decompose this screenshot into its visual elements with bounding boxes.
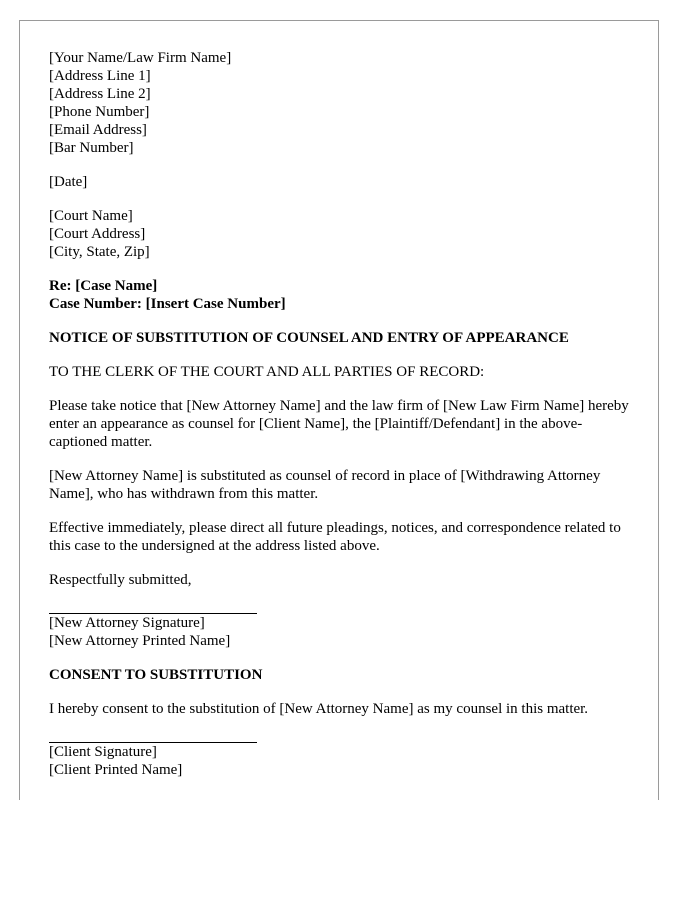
client-printed-name: [Client Printed Name]	[49, 762, 183, 778]
consent-text: I hereby consent to the substitution of [New Attorney Name] as my counsel in this matter.	[49, 701, 589, 717]
addressee-text: TO THE CLERK OF THE COURT AND ALL PARTIES OF RECORD:	[49, 364, 485, 380]
paragraph-appearance: Please take notice that [New Attorney Name] and the law firm of [New Law Firm Name] hereby enter an appearance as counsel for [Client Name], the [Plaintiff/Defendant] in the above-captioned matter.	[49, 398, 629, 450]
court-name: [Court Name]	[49, 208, 133, 224]
sender-address-line-1: [Address Line 1]	[49, 68, 151, 84]
closing-block	[49, 571, 629, 589]
court-city-state-zip: [City, State, Zip]	[49, 244, 150, 260]
client-signature-label: [Client Signature]	[49, 744, 157, 760]
attorney-signature-label: [New Attorney Signature]	[49, 615, 205, 631]
letter-date: [Date]	[49, 174, 88, 190]
court-block	[49, 207, 629, 261]
court-address: [Court Address]	[49, 226, 146, 242]
sender-email: [Email Address]	[49, 122, 147, 138]
sender-phone: [Phone Number]	[49, 104, 150, 120]
addressee-block	[49, 363, 629, 381]
sender-address-line-2: [Address Line 2]	[49, 86, 151, 102]
notice-title-text: NOTICE OF SUBSTITUTION OF COUNSEL AND ENTRY OF APPEARANCE	[49, 330, 569, 346]
sender-bar-number: [Bar Number]	[49, 140, 134, 156]
date-block	[49, 173, 629, 191]
consent-title	[49, 666, 629, 684]
re-block	[49, 277, 629, 313]
sender-name: [Your Name/Law Firm Name]	[49, 50, 232, 66]
re-case-number: Case Number: [Insert Case Number]	[49, 296, 286, 312]
attorney-printed-name: [New Attorney Printed Name]	[49, 633, 231, 649]
document-page	[19, 20, 659, 800]
attorney-signature-block	[49, 614, 629, 650]
closing-text: Respectfully submitted,	[49, 572, 192, 588]
notice-title	[49, 329, 629, 347]
consent-title-text: CONSENT TO SUBSTITUTION	[49, 667, 263, 683]
consent-statement	[49, 700, 629, 718]
paragraph-correspondence: Effective immediately, please direct all future pleadings, notices, and correspondence related to this case to the undersigned at the address listed above.	[49, 520, 621, 554]
sender-block	[49, 49, 629, 157]
client-signature-block	[49, 743, 629, 779]
re-case-name: Re: [Case Name]	[49, 278, 158, 294]
paragraph-substitution: [New Attorney Name] is substituted as counsel of record in place of [Withdrawing Attorney Name], who has withdrawn from this matter.	[49, 468, 601, 502]
